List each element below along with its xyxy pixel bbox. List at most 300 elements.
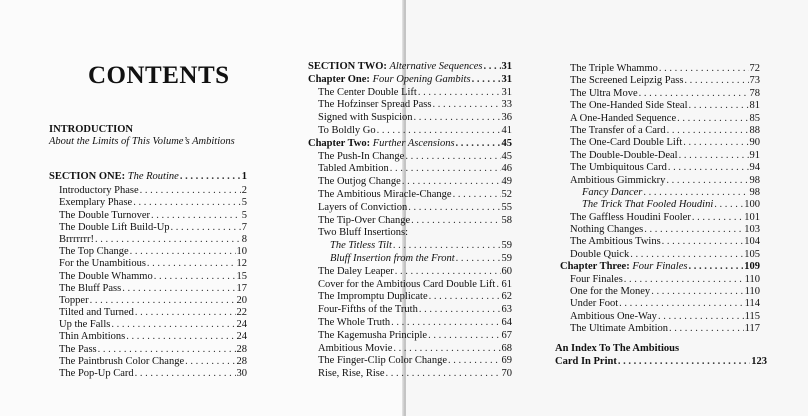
- toc-label-italic: Further Ascensions: [372, 137, 455, 149]
- leader-dots: [688, 261, 743, 273]
- toc-label-text: The Pop-Up Card: [59, 368, 134, 379]
- toc-label-text: Nothing Changes: [570, 224, 644, 236]
- toc-entry: [49, 356, 247, 368]
- toc-page-number: 49: [501, 176, 512, 188]
- leader-dots: [683, 137, 748, 149]
- toc-entry: [308, 87, 512, 100]
- leader-dots: [619, 298, 744, 310]
- leader-dots: [135, 368, 236, 380]
- toc-page-number: 7: [241, 221, 247, 233]
- toc-entry-label: [318, 317, 390, 329]
- toc-label-text: Layers of Conviction: [318, 201, 408, 213]
- toc-page-number: 63: [501, 304, 512, 316]
- toc-middle-column: [308, 61, 512, 381]
- toc-page-number: 104: [744, 236, 760, 248]
- toc-entry: [560, 249, 760, 261]
- toc-entry-label: [318, 151, 404, 163]
- toc-page-number: 1: [241, 171, 247, 182]
- toc-page-number: 5: [241, 209, 247, 221]
- toc-page-number: 88: [749, 124, 760, 136]
- toc-page-number: 24: [236, 331, 247, 343]
- toc-entry-label: [318, 215, 410, 227]
- toc-page-number: 33: [501, 99, 512, 111]
- leader-dots: [658, 311, 744, 323]
- toc-entry: [49, 368, 247, 380]
- toc-entry: [49, 222, 247, 234]
- toc-entry-label: [318, 99, 431, 111]
- toc-page-number: 10: [236, 246, 247, 258]
- toc-page-number: 17: [236, 282, 247, 294]
- toc-entry: [560, 63, 760, 75]
- toc-entry-label: [570, 175, 665, 187]
- toc-label-text: The Tip-Over Change: [318, 214, 411, 226]
- toc-entry: [308, 291, 512, 304]
- toc-label-text: The Transfer of a Card: [570, 124, 666, 136]
- toc-label-text: Signed with Suspicion: [318, 112, 413, 124]
- toc-page-number: 28: [236, 355, 247, 367]
- toc-entry: [308, 317, 512, 330]
- toc-page-number: 60: [501, 265, 512, 277]
- toc-page-number: 15: [236, 270, 247, 282]
- toc-label-text: Ambitious Gimmickry: [570, 174, 666, 186]
- toc-entry: [560, 236, 760, 248]
- toc-page-number: 31: [501, 61, 512, 72]
- toc-page-number: 30: [236, 368, 247, 379]
- leader-dots: [405, 151, 500, 163]
- toc-entry-label: [59, 368, 134, 380]
- toc-label-text: The One-Card Double Lift: [570, 137, 683, 149]
- toc-page-number: 90: [749, 137, 760, 149]
- toc-label-text: The Hofzinser Spread Pass: [318, 99, 432, 111]
- toc-entry-label: [59, 319, 110, 331]
- toc-label-italic: The Titless Tilt: [330, 240, 392, 252]
- leader-dots: [111, 319, 235, 331]
- toc-label-text: The Kagemusha Principle: [318, 329, 428, 341]
- toc-entry-label: [59, 344, 97, 356]
- toc-entry-label: [59, 356, 184, 368]
- toc-entry: [560, 150, 760, 162]
- leader-dots: [418, 87, 501, 99]
- toc-entry: [560, 199, 760, 211]
- toc-entry: [308, 355, 512, 368]
- leader-dots: [419, 304, 501, 316]
- toc-page-number: 45: [501, 137, 512, 149]
- toc-label-text: The Whole Truth: [318, 316, 391, 328]
- leader-dots: [151, 210, 241, 222]
- toc-entry-label: [560, 261, 687, 273]
- leader-dots: [644, 224, 743, 236]
- toc-entry: [308, 368, 512, 381]
- toc-label-text: Ambitious One-Way: [570, 310, 657, 322]
- toc-page-number: 69: [501, 355, 512, 367]
- leader-dots: [414, 112, 501, 124]
- toc-label-italic: The Routine: [127, 171, 179, 182]
- toc-entry-label: [570, 162, 667, 174]
- toc-entry: [49, 331, 247, 343]
- toc-page-number: 105: [744, 248, 760, 260]
- toc-entry-label: [318, 304, 418, 316]
- toc-entry-label: [582, 187, 642, 199]
- leader-dots: [456, 138, 501, 150]
- toc-section-heading: [49, 171, 247, 183]
- toc-entry-label: [570, 100, 688, 112]
- leader-dots: [377, 125, 501, 137]
- leader-dots: [140, 185, 241, 197]
- toc-entry-label: [49, 171, 179, 183]
- toc-label-text: Cover for the Ambitious Card Double Lift: [318, 278, 496, 290]
- leader-dots: [630, 249, 743, 261]
- leader-dots: [456, 253, 501, 265]
- toc-label-text: The Center Double Lift: [318, 86, 417, 98]
- toc-entry: [560, 113, 760, 125]
- leader-dots: [390, 163, 501, 175]
- toc-page-number: 85: [749, 112, 760, 124]
- leader-dots: [393, 240, 501, 252]
- toc-entry-label: [570, 249, 629, 261]
- toc-page-number: 59: [501, 240, 512, 252]
- toc-label-text: Tabled Ambition: [318, 163, 389, 175]
- toc-page-number: 98: [749, 186, 760, 198]
- leader-dots: [618, 356, 750, 369]
- toc-page-number: 110: [744, 273, 760, 285]
- toc-label-italic: Four Finales: [632, 261, 688, 273]
- toc-entry-label: [318, 189, 452, 201]
- leader-dots: [432, 99, 500, 111]
- toc-label-text: The Umbiquitous Card: [570, 162, 667, 174]
- leader-dots: [147, 258, 236, 270]
- toc-label-text: Brrrrrrr!: [59, 233, 94, 245]
- toc-entry-label: [308, 61, 483, 73]
- toc-entry: [49, 283, 247, 295]
- toc-label-text: The Top Change: [59, 246, 129, 258]
- toc-label-text: The Finger-Clip Color Change: [318, 355, 447, 367]
- toc-label-text: Ambitious Movie: [318, 342, 393, 354]
- toc-entry: [49, 246, 247, 258]
- toc-label-text: Rise, Rise, Rise: [318, 368, 385, 380]
- toc-page-number: 5: [241, 197, 247, 209]
- toc-entry-label: [570, 311, 657, 323]
- toc-page-number: 59: [501, 252, 512, 264]
- toc-entry: [49, 295, 247, 307]
- leader-dots: [130, 246, 236, 258]
- toc-page-number: 114: [744, 298, 760, 310]
- toc-label-text: For the Unambitious: [59, 258, 146, 270]
- toc-page-number: 31: [501, 86, 512, 98]
- toc-chapter-heading: [308, 74, 512, 87]
- toc-label-text: Tilted and Turned: [59, 307, 134, 319]
- toc-page-number: 73: [749, 75, 760, 87]
- toc-page-number: 81: [749, 100, 760, 112]
- intro-heading: INTRODUCTION: [49, 124, 134, 135]
- toc-page-number: 55: [501, 201, 512, 213]
- leader-dots: [448, 355, 501, 367]
- toc-label-text: Double Quick: [570, 248, 630, 260]
- page-title: CONTENTS: [88, 62, 230, 89]
- toc-entry-label: [59, 295, 89, 307]
- toc-label-text: The Pass: [59, 343, 97, 355]
- leader-dots: [669, 323, 744, 335]
- leader-dots: [689, 100, 749, 112]
- leader-dots: [662, 236, 744, 248]
- toc-entry: [308, 163, 512, 176]
- toc-entry-label: [318, 368, 385, 380]
- toc-entry: [560, 100, 760, 112]
- toc-entry-label: [318, 266, 394, 278]
- toc-entry: [49, 210, 247, 222]
- toc-entry-label: [330, 253, 455, 265]
- toc-label-text: The Bluff Pass: [59, 282, 122, 294]
- toc-label-text: SECTION TWO:: [308, 61, 390, 72]
- toc-label-text: The Impromptu Duplicate: [318, 291, 428, 303]
- toc-entry: [308, 330, 512, 343]
- leader-dots: [714, 199, 743, 211]
- toc-entry: [308, 125, 512, 138]
- toc-entry-label: [570, 125, 666, 137]
- toc-label-text: The Outjog Change: [318, 176, 401, 188]
- toc-label-italic: Bluff Insertion from the Front: [330, 252, 455, 264]
- toc-entry: [308, 176, 512, 189]
- toc-label-text: The Ultra Move: [570, 87, 638, 99]
- leader-dots: [496, 279, 500, 291]
- toc-entry: [308, 227, 512, 240]
- toc-entry: [308, 151, 512, 164]
- toc-entry-label: [59, 222, 170, 234]
- toc-label-text: The Push-In Change: [318, 150, 405, 162]
- toc-label-text: The One-Handed Side Steal: [570, 100, 688, 112]
- leader-dots: [666, 175, 748, 187]
- toc-entry-label: [59, 307, 134, 319]
- toc-page-number: 36: [501, 112, 512, 124]
- toc-label-text: Four Finales: [570, 273, 623, 285]
- toc-entry: [560, 175, 760, 187]
- toc-label-text: Thin Ambitions: [59, 331, 126, 343]
- leader-dots: [133, 197, 241, 209]
- leader-dots: [95, 234, 241, 246]
- toc-section-heading: [308, 61, 512, 74]
- toc-entry: [560, 75, 760, 87]
- leader-dots: [651, 286, 743, 298]
- leader-dots: [624, 274, 744, 286]
- leader-dots: [472, 74, 501, 86]
- toc-label-italic: Four Opening Gambits: [372, 73, 471, 85]
- toc-entry: [560, 298, 760, 310]
- toc-page-number: 98: [749, 174, 760, 186]
- leader-dots: [180, 171, 241, 183]
- toc-page-number: 20: [236, 294, 247, 306]
- leader-dots: [684, 75, 748, 87]
- toc-entry-label: [570, 63, 658, 75]
- toc-page-number: 91: [749, 149, 760, 161]
- toc-page-number: 8: [241, 233, 247, 245]
- toc-page-number: 109: [744, 261, 760, 273]
- leader-dots: [428, 330, 500, 342]
- toc-entry-label: [318, 112, 413, 124]
- toc-entry-label: [570, 88, 638, 100]
- toc-entry-label: [570, 212, 691, 224]
- toc-entry: [308, 253, 512, 266]
- toc-entry-label: [570, 274, 623, 286]
- toc-entry: [308, 304, 512, 317]
- toc-entry-label: [318, 227, 408, 239]
- toc-page-number: 72: [749, 63, 760, 74]
- toc-entry: [560, 162, 760, 174]
- toc-entry-label: [318, 87, 417, 99]
- leader-dots: [484, 61, 501, 73]
- toc-left-column: [49, 171, 247, 380]
- toc-entry-label: [330, 240, 392, 252]
- toc-entry-label: [59, 197, 132, 209]
- index-title-line2: [555, 356, 767, 368]
- leader-dots: [679, 150, 749, 162]
- toc-entry-label: [570, 323, 668, 335]
- toc-entry-label: [570, 298, 618, 310]
- leader-dots: [135, 307, 236, 319]
- toc-label-text: Chapter Two:: [308, 137, 373, 149]
- toc-entry: [49, 185, 247, 197]
- toc-label-text: One for the Money: [570, 286, 651, 298]
- toc-entry-label: [59, 331, 125, 343]
- leader-dots: [185, 356, 235, 368]
- toc-entry: [560, 286, 760, 298]
- toc-label-text: Introductory Phase: [59, 185, 139, 197]
- toc-page-number: 61: [501, 278, 512, 290]
- toc-entry-label: [318, 343, 392, 355]
- toc-entry: [560, 88, 760, 100]
- toc-entry-label: [59, 234, 94, 246]
- leader-dots: [677, 113, 748, 125]
- toc-entry-label: [582, 199, 713, 211]
- toc-entry: [308, 99, 512, 112]
- intro-subtitle: About the Limits of This Volume’s Ambitions: [49, 136, 235, 147]
- toc-page-number: 24: [236, 319, 247, 331]
- toc-entry-label: [59, 271, 153, 283]
- index-label: Card In Print: [555, 355, 617, 367]
- toc-entry-label: [318, 176, 401, 188]
- toc-entry-label: [318, 279, 495, 291]
- toc-page-number: 115: [744, 310, 760, 322]
- toc-page-number: 58: [501, 214, 512, 226]
- toc-entry-label: [318, 125, 376, 137]
- toc-entry: [308, 279, 512, 292]
- toc-entry: [560, 187, 760, 199]
- toc-entry-label: [570, 236, 661, 248]
- toc-page-number: 103: [744, 224, 760, 236]
- leader-dots: [126, 331, 235, 343]
- toc-label-text: The Daley Leaper: [318, 265, 394, 277]
- toc-entry-label: [570, 113, 676, 125]
- toc-page-number: 100: [744, 199, 760, 211]
- toc-entry: [49, 258, 247, 270]
- toc-entry: [560, 323, 760, 335]
- leader-dots: [98, 344, 236, 356]
- toc-label-text: The Ambitious Miracle-Change: [318, 188, 452, 200]
- toc-label-italic: Alternative Sequences: [389, 61, 483, 72]
- index-page: 123: [751, 355, 767, 367]
- toc-label-text: The Screened Leipzig Pass: [570, 75, 684, 87]
- toc-entry-label: [59, 210, 150, 222]
- leader-dots: [402, 176, 501, 188]
- toc-label-text: The Double Turnover: [59, 209, 150, 221]
- leader-dots: [692, 212, 743, 224]
- toc-label-text: The Ambitious Twins: [570, 236, 661, 248]
- toc-page-number: 67: [501, 329, 512, 341]
- toc-page-number: 64: [501, 316, 512, 328]
- toc-entry: [49, 344, 247, 356]
- toc-label-text: The Gaffless Houdini Fooler: [570, 211, 691, 223]
- toc-entry: [49, 307, 247, 319]
- leader-dots: [643, 187, 748, 199]
- toc-page-number: 94: [749, 162, 760, 174]
- toc-label-text: Two Bluff Insertions:: [318, 227, 409, 239]
- toc-entry-label: [59, 185, 139, 197]
- toc-label-italic: The Trick That Fooled Houdini: [582, 199, 714, 211]
- toc-label-text: Under Foot: [570, 298, 619, 310]
- toc-entry-label: [59, 258, 146, 270]
- toc-entry: [560, 274, 760, 286]
- toc-entry-label: [570, 286, 650, 298]
- toc-entry: [308, 202, 512, 215]
- toc-entry-label: [59, 246, 129, 258]
- toc-entry-label: [318, 163, 389, 175]
- leader-dots: [408, 202, 500, 214]
- toc-entry-label: [59, 283, 121, 295]
- toc-entry-label: [308, 74, 471, 86]
- toc-entry: [560, 125, 760, 137]
- toc-label-text: SECTION ONE:: [49, 171, 128, 182]
- toc-chapter-heading: [560, 261, 760, 273]
- toc-entry: [560, 212, 760, 224]
- toc-entry-label: [308, 138, 455, 150]
- toc-entry: [308, 266, 512, 279]
- toc-entry: [308, 189, 512, 202]
- toc-entry: [560, 311, 760, 323]
- toc-chapter-heading: [308, 138, 512, 151]
- leader-dots: [395, 266, 501, 278]
- toc-entry: [560, 224, 760, 236]
- toc-entry-label: [318, 291, 428, 303]
- toc-label-text: The Double Whammo: [59, 270, 153, 282]
- toc-page-number: 110: [744, 286, 760, 298]
- toc-label-text: The Paintbrush Color Change: [59, 355, 185, 367]
- toc-entry: [308, 343, 512, 356]
- toc-page-number: 101: [744, 211, 760, 223]
- toc-entry: [49, 271, 247, 283]
- index-title-line1: An Index To The Ambitious: [555, 343, 680, 354]
- toc-page-number: 45: [501, 150, 512, 162]
- toc-label-text: The Double-Double-Deal: [570, 149, 678, 161]
- leader-dots: [659, 63, 749, 75]
- toc-entry-label: [318, 202, 407, 214]
- toc-right-column: [560, 63, 760, 336]
- toc-entry: [49, 319, 247, 331]
- toc-page-number: 46: [501, 163, 512, 175]
- toc-entry-label: [570, 137, 682, 149]
- toc-label-text: A One-Handed Sequence: [570, 112, 677, 124]
- toc-page-number: 41: [501, 124, 512, 136]
- index-entry: [555, 343, 767, 368]
- toc-page-number: 78: [749, 87, 760, 99]
- toc-label-text: To Boldly Go: [318, 124, 376, 136]
- toc-entry: [308, 215, 512, 228]
- toc-entry-label: [570, 75, 683, 87]
- leader-dots: [122, 283, 235, 295]
- toc-entry: [49, 197, 247, 209]
- toc-page-number: 2: [241, 185, 247, 197]
- leader-dots: [429, 291, 501, 303]
- toc-page-number: 68: [501, 342, 512, 354]
- toc-page-number: 12: [236, 258, 247, 270]
- toc-page-number: 52: [501, 188, 512, 200]
